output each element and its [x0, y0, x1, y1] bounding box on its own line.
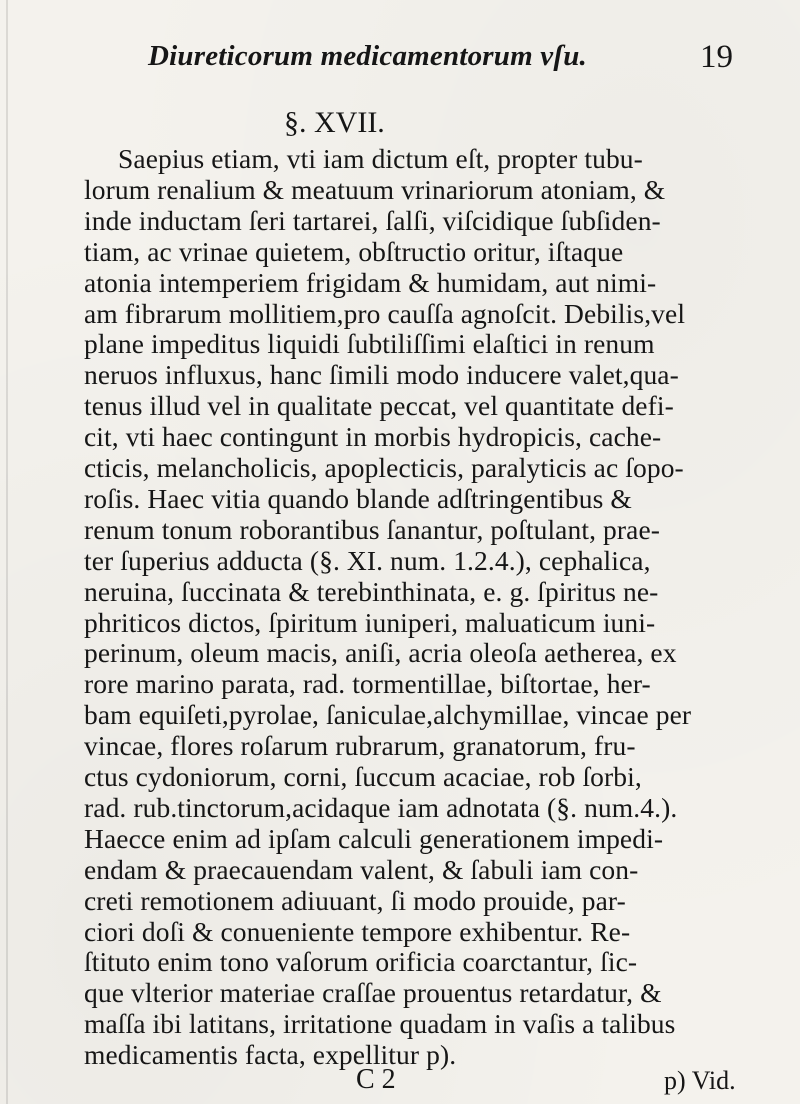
text-line: atonia intemperiem frigidam & humidam, aut nimi-: [84, 266, 657, 298]
text-line: tenus illud vel in qualitate peccat, vel quantitate defi-: [84, 390, 674, 422]
page-edge-shadow: [6, 0, 8, 1104]
text-line: ter ſuperius adducta (§. XI. num. 1.2.4.), cephalica,: [84, 544, 651, 576]
text-line: roſis. Haec vitia quando blande adſtringentibus &: [84, 482, 632, 514]
catchword: p) Vid.: [664, 1066, 736, 1095]
text-line: ciori doſi & conueniente tempore exhibentur. Re-: [84, 915, 631, 947]
signature-mark: C 2: [356, 1064, 396, 1095]
text-line: bam equiſeti,pyrolae, ſaniculae,alchymillae, vincae per: [84, 699, 692, 731]
text-line: inde inductam ſeri tartarei, ſalſi, viſcidique ſubſiden-: [84, 204, 661, 236]
text-line: creti remotionem adiuuant, ſi modo prouide, par-: [84, 884, 626, 916]
text-line: rore marino parata, rad. tormentillae, biſtortae, her-: [84, 668, 651, 700]
text-line: tiam, ac vrinae quietem, obſtructio oritur, iſtaque: [84, 235, 624, 267]
text-line: cticis, melancholicis, apoplecticis, paralyticis ac ſopo-: [84, 452, 684, 483]
text-line: plane impeditus liquidi ſubtiliſſimi elaſtici in renum: [84, 328, 655, 360]
text-line: ſtituto enim tono vaſorum orificia coarctantur, ſic-: [84, 946, 638, 978]
section-heading: §. XVII.: [284, 106, 385, 139]
text-line: neruina, ſuccinata & terebinthinata, e. g. ſpiritus ne-: [84, 575, 659, 607]
text-line: lorum renalium & meatuum vrinariorum atoniam, &: [84, 173, 666, 205]
text-line: vincae, flores roſarum rubrarum, granatorum, fru-: [84, 730, 636, 762]
text-line: medicamentis facta, expellitur p).: [84, 1039, 457, 1071]
text-line: maſſa ibi latitans, irritatione quadam in vaſis a talibus: [84, 1008, 676, 1040]
text-line: cit, vti haec contingunt in morbis hydropicis, cache-: [84, 421, 662, 453]
text-line: endam & praecauendam valent, & ſabuli iam con-: [84, 853, 639, 885]
text-line: rad. rub.tinctorum,acidaque iam adnotata (§. num.4.).: [84, 791, 678, 823]
text-line: neruos influxus, hanc ſimili modo inducere valet,qua-: [84, 359, 679, 391]
text-line: ctus cydoniorum, corni, ſuccum acaciae, rob ſorbi,: [84, 761, 642, 792]
text-line: renum tonum roborantibus ſanantur, poſtulant, prae-: [84, 513, 661, 545]
text-line: que vlterior materiae craſſae prouentus retardatur, &: [84, 977, 662, 1009]
text-line: Haecce enim ad ipſam calculi generationem impedi-: [84, 822, 664, 854]
text-line: perinum, oleum macis, aniſi, acria oleoſa aetherea, ex: [84, 637, 677, 669]
text-line: am fibrarum mollitiem,pro cauſſa agnoſcit. Debilis,vel: [84, 297, 686, 329]
running-title: Diureticorum medicamentorum vſu.: [148, 40, 587, 72]
text-line: Saepius etiam, vti iam dictum eſt, propter tubu-: [118, 143, 643, 174]
text-line: phriticos dictos, ſpiritum iuniperi, maluaticum iuni-: [84, 606, 656, 638]
page-number: 19: [700, 39, 733, 75]
